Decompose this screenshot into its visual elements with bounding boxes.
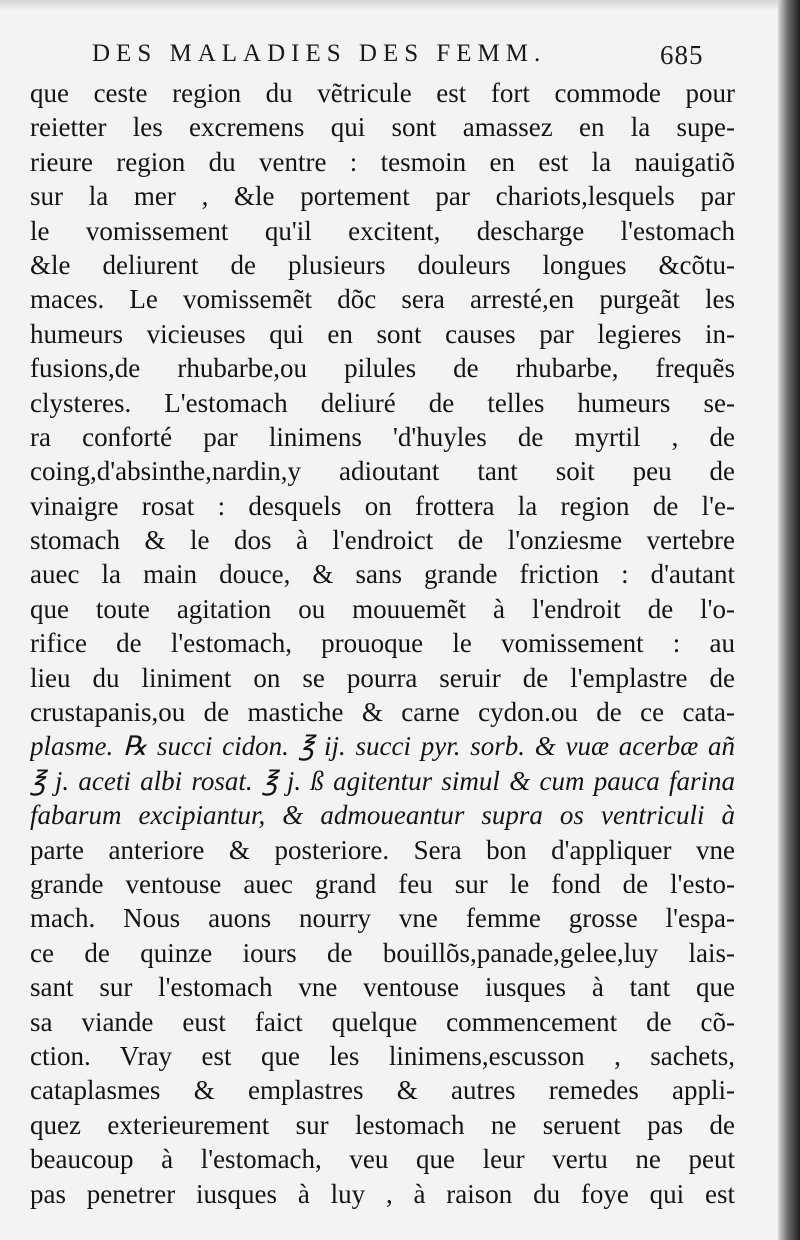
text-line: clysteres. L'estomach deliuré de telles humeurs se- [30, 387, 735, 418]
text-line: reietter les excremens qui sont amassez en la supe- [30, 112, 735, 143]
text-line: rieure region du ventre : tesmoin en est la nauigatiõ [30, 146, 735, 177]
text-line: mach. Nous auons nourry vne femme grosse l'espa- [30, 903, 735, 934]
text-line: ce de quinze iours de bouillõs,panade,gelee,luy lais- [30, 937, 735, 968]
text-line: crustapanis,ou de mastiche & carne cydon.ou de ce cata- [30, 697, 735, 728]
text-line: coing,d'absinthe,nardin,y adioutant tant soit peu de [30, 456, 735, 487]
text-line: pas penetrer iusques à luy , à raison du foye qui est [30, 1178, 735, 1209]
text-line: quez exterieurement sur lestomach ne seruent pas de [30, 1109, 735, 1140]
text-line: vinaigre rosat : desquels on frottera la region de l'e- [30, 490, 735, 521]
text-line: stomach & le dos à l'endroict de l'onziesme vertebre [30, 525, 735, 556]
text-line: le vomissement qu'il excitent, descharge l'estomach [30, 215, 735, 246]
text-line: que toute agitation ou mouuemẽt à l'endroit de l'o- [30, 593, 735, 624]
text-line: fusions,de rhubarbe,ou pilules de rhubarbe, frequẽs [30, 353, 735, 384]
text-line: cataplasmes & emplastres & autres remedes appli- [30, 1075, 735, 1106]
page-binding-edge [778, 0, 800, 1240]
page-number: 685 [660, 40, 704, 70]
text-line: ction. Vray est que les linimens,escusson , sachets, [30, 1040, 735, 1071]
text-line: auec la main douce, & sans grande friction : d'autant [30, 559, 735, 590]
text-line: humeurs vicieuses qui en sont causes par legieres in- [30, 318, 735, 349]
text-line: &le deliurent de plusieurs douleurs longues &cõtu- [30, 249, 735, 280]
text-line: maces. Le vomissemẽt dõc sera arresté,en purgeãt les [30, 284, 735, 315]
page-top-edge [0, 0, 800, 10]
text-line: sant sur l'estomach vne ventouse iusques à tant que [30, 972, 735, 1003]
text-line: ra conforté par linimens 'd'huyles de myrtil , de [30, 421, 735, 452]
text-line: sur la mer , &le portement par chariots,lesquels par [30, 181, 735, 212]
text-line: sa viande eust faict quelque commencement de cõ- [30, 1006, 735, 1037]
body-text [30, 76, 735, 1211]
text-line: grande ventouse auec grand feu sur le fond de l'esto- [30, 868, 735, 899]
text-line: lieu du liniment on se pourra seruir de l'emplastre de [30, 662, 735, 693]
text-line: beaucoup à l'estomach, veu que leur vertu ne peut [30, 1144, 735, 1175]
running-title: DES MALADIES DES FEMM. [92, 40, 547, 67]
text-line: parte anteriore & posteriore. Sera bon d'appliquer vne [30, 834, 735, 865]
text-line-italic: fabarum excipiantur, & admoueantur supra os ventriculi à [30, 800, 735, 831]
text-line: rifice de l'estomach, prouoque le vomissement : au [30, 628, 735, 659]
text-line-italic: plasme. ℞ succi cidon. ℥ ij. succi pyr. sorb. & vuæ acerbæ añ [30, 731, 735, 762]
text-line-italic: ℥ j. aceti albi rosat. ℥ j. ß agitentur simul & cum pauca farina [30, 765, 735, 796]
text-line: que ceste region du vẽtricule est fort commode pour [30, 78, 735, 108]
